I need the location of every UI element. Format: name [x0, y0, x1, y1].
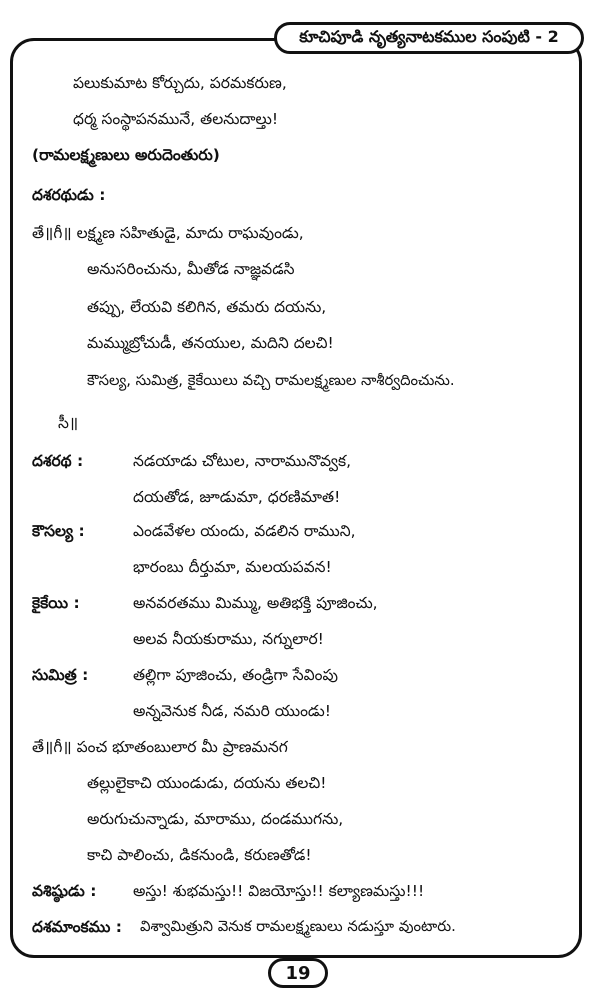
verse-line: నడయాడు చోటుల, నారామునొవ్వక,	[133, 452, 352, 470]
verse-line: మమ్ము‌బ్రోచుడీ, తనయుల, మదిని దలచి!	[87, 334, 334, 352]
verse-line: ఎండవేళల యందు, వడలిన రాముని,	[133, 522, 356, 540]
speaker-name: సుమిత్ర :	[32, 666, 89, 684]
verse-line: తే॥గీ॥ పంచ భూతంబులార మీ ప్రాణమనగ	[32, 738, 288, 756]
speaker-name: దశమాంకము :	[32, 918, 122, 936]
verse-line: అస్తు! శుభమస్తు!! విజయోస్తు!! కల్యాణమస్తు!!!	[133, 882, 425, 900]
verse-line: అనుసరించును, మీతోడ నాజ్ఞవడసి	[87, 260, 295, 278]
verse-line: కాచి పాలించు, డికనుండి, కరుణతోడ!	[87, 846, 312, 864]
verse-line: భారంబు దీర్తుమా, మలయపవన!	[133, 558, 332, 576]
speaker-name: వశిష్ఠుడు :	[32, 882, 97, 900]
verse-line: తప్పు, లేయవి కలిగిన, తమరు దయను,	[87, 298, 327, 316]
speaker-name: దశరథుడు :	[32, 186, 106, 204]
verse-line: అనవరతము మిమ్ము, అతిభక్తి పూజించు,	[133, 594, 378, 612]
verse-line: అన్నవెనుక నీడ, నమరి యుండు!	[133, 702, 331, 720]
stage-direction: (రామలక్ష్మణులు అరుదెంతురు)	[32, 146, 220, 164]
header-title: కూచిపూడి నృత్యనాటకముల సంపుటి - 2	[299, 26, 559, 46]
speaker-name: కౌసల్య :	[32, 522, 85, 540]
page-number-label: 19	[285, 962, 311, 984]
verse-line: అరుగుచున్నాడు, మారాము, దండముగను,	[87, 810, 344, 828]
verse-line: పలుకుమాట కోర్చుదు, పరమకరుణ,	[73, 74, 287, 92]
verse-line: దయతోడ, జూడుమా, ధరణిమాత!	[133, 488, 341, 506]
speaker-name: దశరథ :	[32, 452, 84, 470]
verse-line: ధర్మ సంస్థాపనమునే, తలనుదాల్తు!	[73, 110, 279, 128]
speaker-name: కైకేయి :	[32, 594, 80, 612]
verse-line: అలవ నీయకురాము, నగ్నులార!	[133, 630, 324, 648]
verse-meter-label: సీ॥	[58, 414, 79, 432]
verse-line: తల్లిగా పూజించు, తండ్రిగా సేవింపు	[133, 666, 338, 684]
verse-line: విశ్వామిత్రుని వెనుక రామలక్ష్మణులు నడుస్తూ వుంటారు.	[140, 918, 456, 935]
header-title-box	[274, 22, 584, 54]
verse-line: తే॥గీ॥ లక్ష్మణ సహితుడై, మాదు రాఘవుండు,	[32, 224, 304, 242]
verse-line: కౌసల్య, సుమిత్ర, కైకేయిలు వచ్చి రామలక్ష్మణుల నాశీర్వదించును.	[87, 372, 455, 389]
verse-line: తల్లులైకాచి యుండుడు, దయను తలచి!	[87, 774, 327, 792]
page-number	[268, 958, 328, 988]
